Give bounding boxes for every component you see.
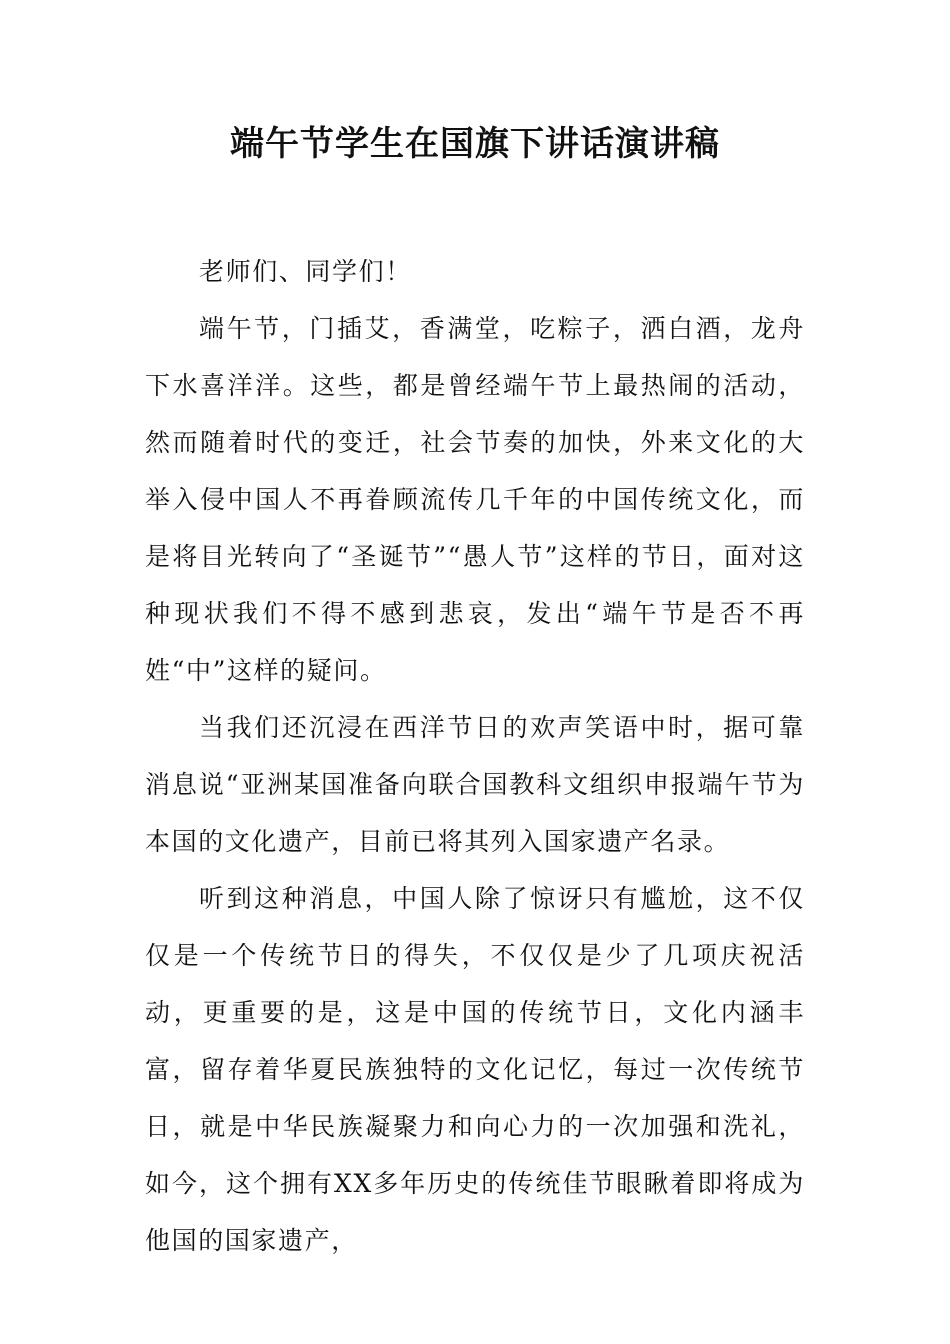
paragraph-1: 端午节，门插艾，香满堂，吃粽子，洒白酒，龙舟下水喜洋洋。这些，都是曾经端午节上最热闹的活动，然而随着时代的变迁，社会节奏的加快，外来文化的大举入侵中国人不再眷顾流传几千年的中国传统文化，而是将目光转向了“圣诞节”“愚人节”这样的节日，面对这种现状我们不得不感到悲哀，发出“端午节是否不再姓“中”这样的疑问。 (145, 314, 805, 685)
paragraph-2: 当我们还沉浸在西洋节日的欢声笑语中时，据可靠消息说“亚洲某国准备向联合国教科文组织申报端午节为本国的文化遗产，目前已将其列入国家遗产名录。 (145, 713, 805, 856)
paragraph-greeting: 老师们、同学们！ (199, 257, 412, 286)
document-body (145, 243, 805, 1269)
paragraph-3: 听到这种消息，中国人除了惊讶只有尴尬，这不仅仅是一个传统节日的得失，不仅仅是少了几项庆祝活动，更重要的是，这是中国的传统节日，文化内涵丰富，留存着华夏民族独特的文化记忆，每过一次传统节日，就是中华民族凝聚力和向心力的一次加强和洗礼，如今，这个拥有XX多年历史的传统佳节眼瞅着即将成为他国的国家遗产， (145, 884, 805, 1255)
document-title: 端午节学生在国旗下讲话演讲稿 (230, 124, 720, 164)
